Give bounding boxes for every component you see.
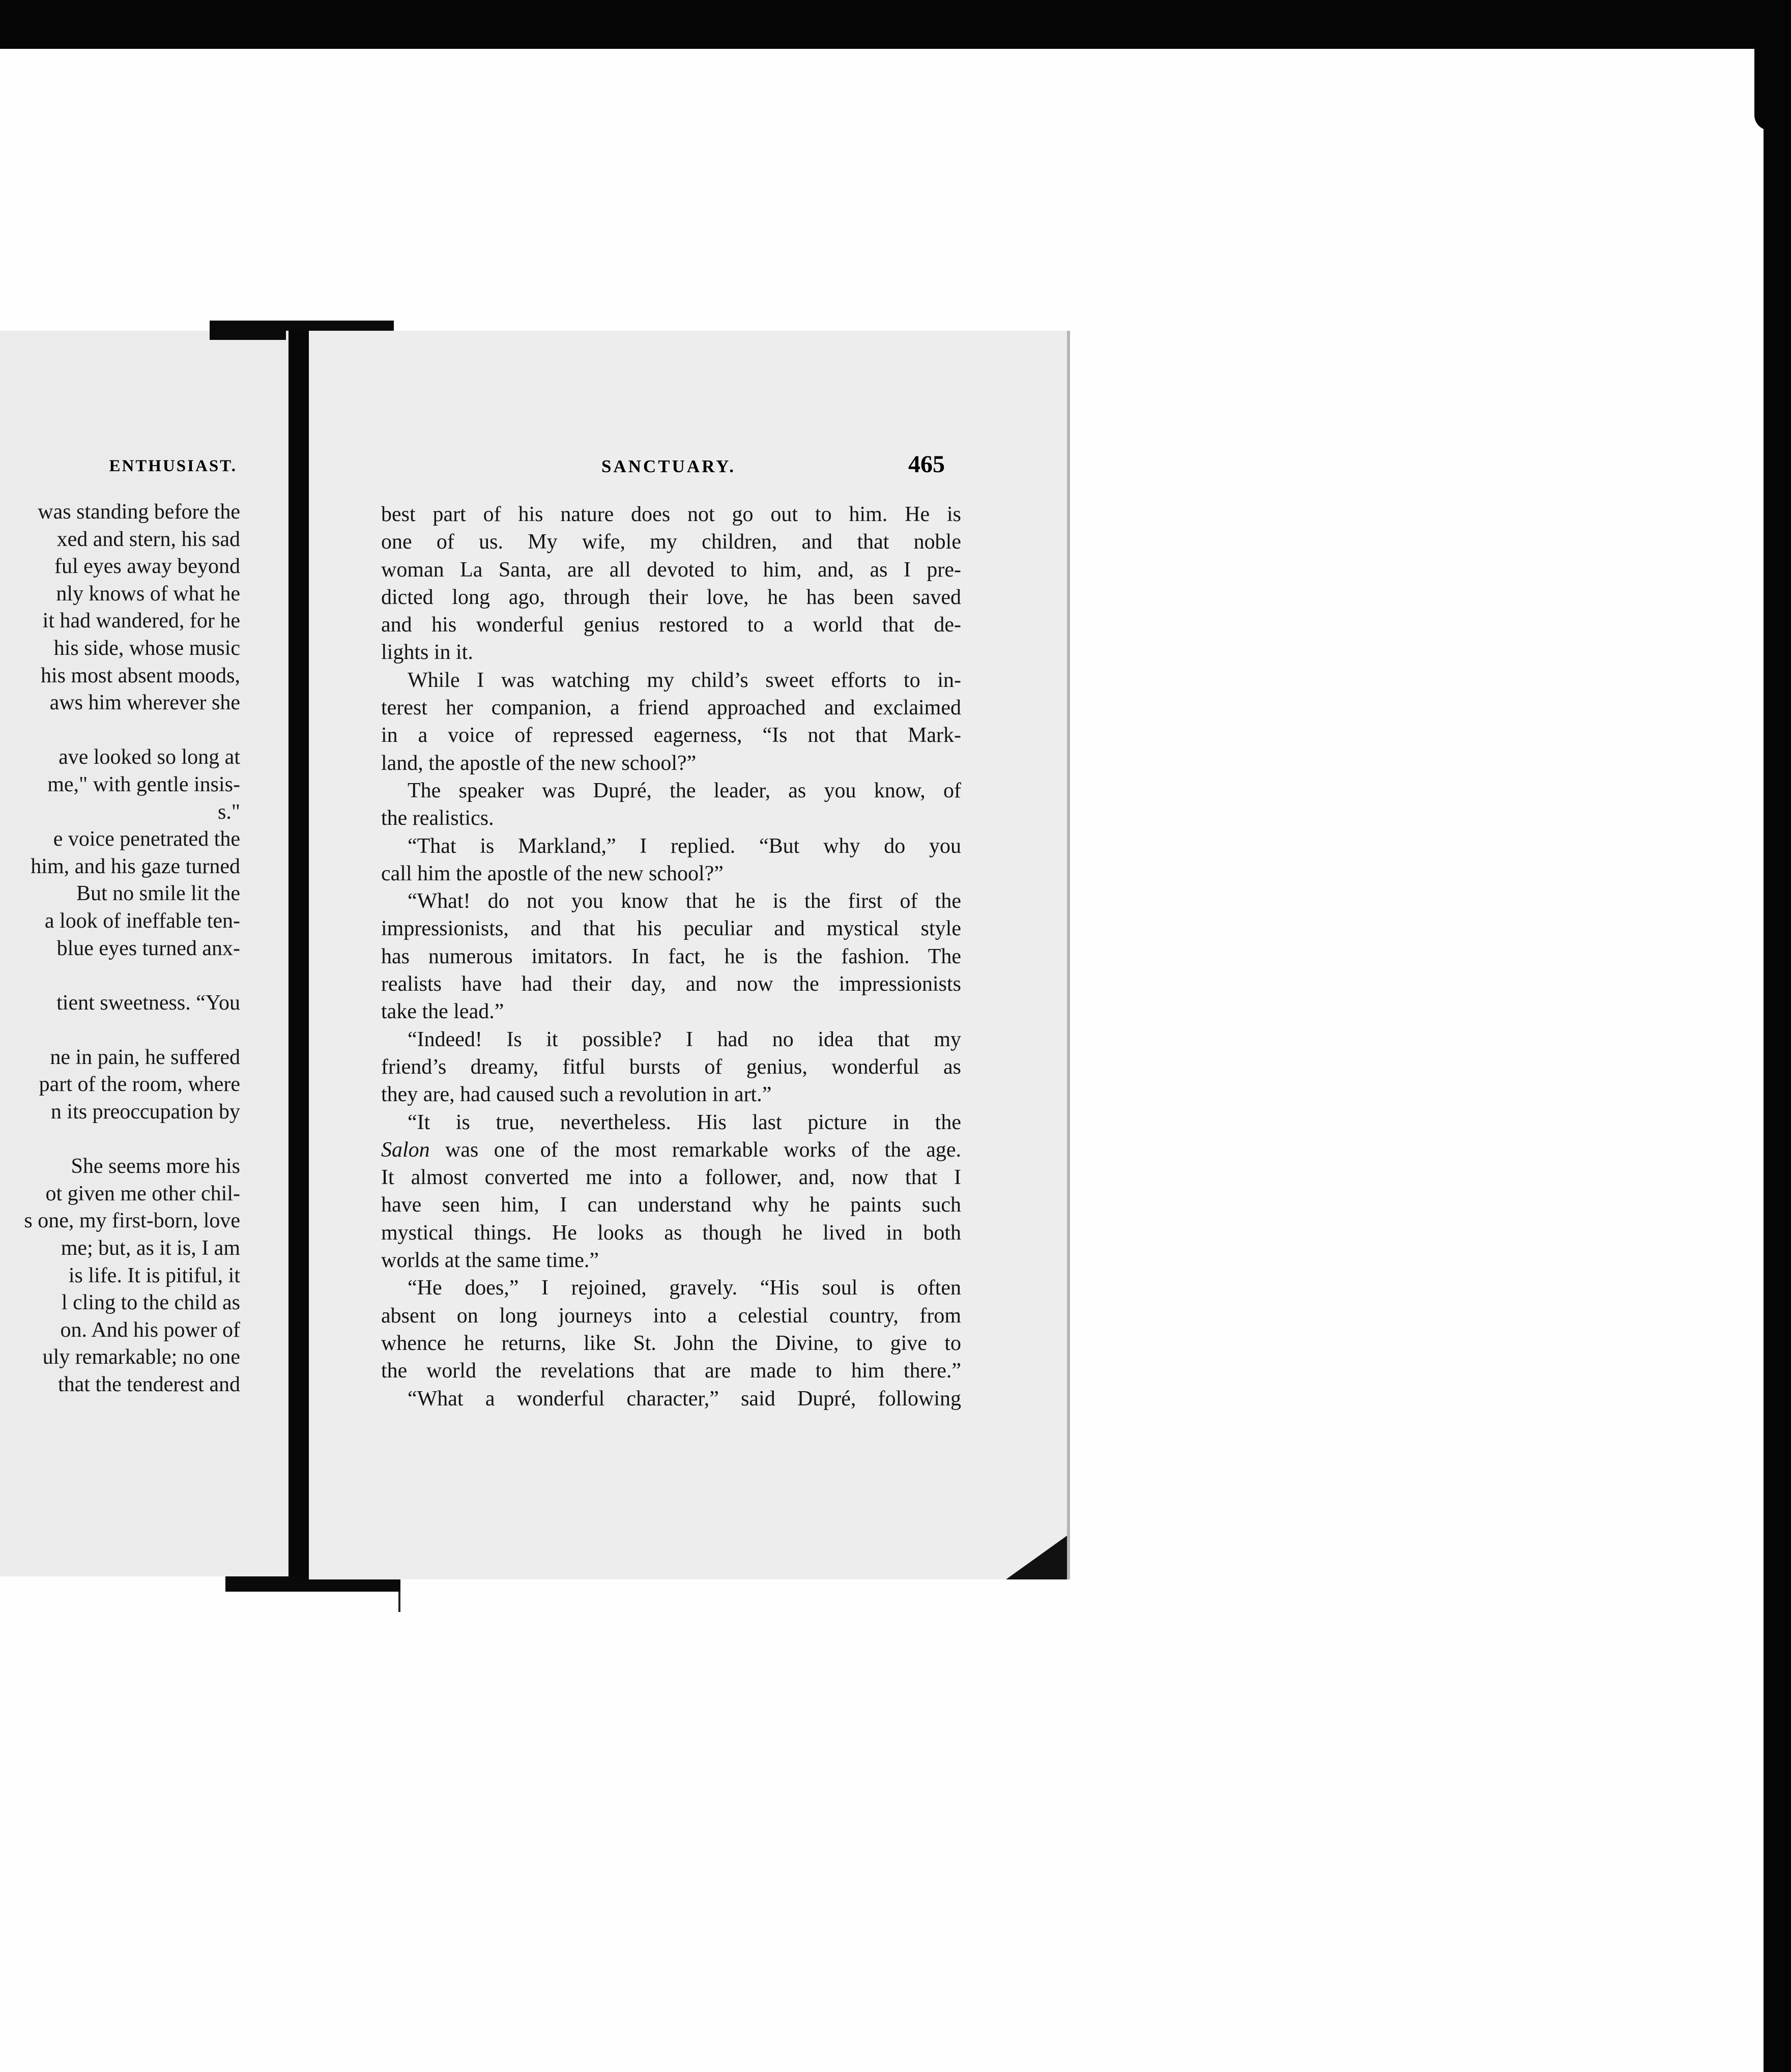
left-page-text bbox=[0, 499, 240, 1399]
text-line: the world the revelations that are made to him there.” bbox=[381, 1359, 961, 1383]
left-page bbox=[0, 331, 290, 1576]
text-line bbox=[0, 1017, 240, 1044]
text-line: impressionists, and that his peculiar and mystical style bbox=[381, 917, 961, 941]
text-line bbox=[0, 962, 240, 990]
text-line: absent on long journeys into a celestial country, from bbox=[381, 1304, 961, 1328]
text-line: tient sweetness. “You bbox=[56, 991, 240, 1015]
text-line: they are, had caused such a revolution in art.” bbox=[381, 1083, 772, 1107]
text-line: lights in it. bbox=[381, 641, 473, 665]
text-line: a look of ineffable ten- bbox=[44, 909, 240, 933]
text-line: “That is Markland,” I replied. “But why do you bbox=[408, 834, 961, 858]
right-page bbox=[309, 331, 1070, 1579]
scan-frame-top bbox=[0, 0, 1791, 49]
text-line: is life. It is pitiful, it bbox=[68, 1263, 240, 1287]
text-line: “What! do not you know that he is the first of the bbox=[408, 889, 961, 913]
left-running-head: ENTHUSIAST. bbox=[109, 457, 237, 475]
text-line bbox=[0, 717, 240, 744]
text-line: ave looked so long at bbox=[59, 745, 240, 769]
text-line: While I was watching my child’s sweet efforts to in- bbox=[408, 668, 961, 692]
text-line: dicted long ago, through their love, he has been saved bbox=[381, 585, 961, 609]
binding-clip-left bbox=[210, 331, 286, 340]
text-line: Salon was one of the most remarkable works of the age. bbox=[381, 1138, 961, 1162]
right-page-text bbox=[381, 501, 961, 1413]
text-line: one of us. My wife, my children, and that noble bbox=[381, 530, 961, 554]
text-line: nly knows of what he bbox=[56, 582, 240, 606]
text-line: “Indeed! Is it possible? I had no idea that my bbox=[408, 1027, 961, 1051]
text-line: realists have had their day, and now the impressionists bbox=[381, 972, 961, 996]
text-line: call him the apostle of the new school?” bbox=[381, 861, 724, 885]
right-running-head: SANCTUARY. bbox=[601, 456, 736, 476]
text-line: friend’s dreamy, fitful bursts of genius, wonderful as bbox=[381, 1055, 961, 1079]
text-line: me; but, as it is, I am bbox=[61, 1236, 240, 1260]
text-line: the realistics. bbox=[381, 807, 494, 830]
text-line: blue eyes turned anx- bbox=[56, 936, 240, 960]
text-line: his most absent moods, bbox=[40, 664, 240, 687]
text-line: me," with gentle insis- bbox=[47, 772, 240, 796]
text-line: uly remarkable; no one bbox=[42, 1345, 240, 1369]
text-line: “It is true, nevertheless. His last picture in the bbox=[408, 1110, 961, 1134]
text-line: ne in pain, he suffered bbox=[50, 1045, 240, 1069]
scan-frame-right bbox=[1764, 0, 1791, 2072]
text-line: xed and stern, his sad bbox=[56, 527, 240, 551]
text-line: n its preoccupation by bbox=[50, 1100, 240, 1124]
text-line: his side, whose music bbox=[53, 636, 240, 660]
text-line: woman La Santa, are all devoted to him, and, as I pre- bbox=[381, 558, 961, 582]
text-line: ful eyes away beyond bbox=[54, 555, 240, 579]
text-line: was standing before the bbox=[38, 500, 240, 524]
text-line: in a voice of repressed eagerness, “Is not that Mark- bbox=[381, 724, 961, 747]
text-line: s one, my first-born, love bbox=[24, 1209, 240, 1233]
text-line: worlds at the same time.” bbox=[381, 1249, 599, 1273]
text-line: l cling to the child as bbox=[61, 1291, 240, 1315]
text-line: it had wandered, for he bbox=[42, 609, 240, 633]
scan-frame-corner bbox=[1754, 49, 1770, 130]
text-line: The speaker was Dupré, the leader, as you know, of bbox=[408, 779, 961, 802]
text-line: part of the room, where bbox=[39, 1073, 240, 1097]
text-line: take the lead.” bbox=[381, 1000, 504, 1024]
text-line: But no smile lit the bbox=[76, 882, 240, 906]
text-line: ot given me other chil- bbox=[45, 1182, 240, 1205]
binding-clip-tail bbox=[398, 1592, 400, 1612]
text-line: whence he returns, like St. John the Divine, to give to bbox=[381, 1331, 961, 1355]
text-line: and his wonderful genius restored to a world that de- bbox=[381, 613, 961, 637]
text-line: She seems more his bbox=[71, 1155, 240, 1178]
text-line: mystical things. He looks as though he lived in both bbox=[381, 1221, 961, 1245]
text-line: terest her companion, a friend approached and exclaimed bbox=[381, 696, 961, 720]
text-line: s." bbox=[218, 800, 240, 824]
binding-clip-top bbox=[210, 321, 394, 331]
text-line: best part of his nature does not go out to him. He is bbox=[381, 503, 961, 526]
text-line: “What a wonderful character,” said Dupré, following bbox=[408, 1387, 961, 1411]
text-line: that the tenderest and bbox=[57, 1373, 240, 1396]
text-line: on. And his power of bbox=[60, 1318, 240, 1342]
text-line bbox=[0, 1126, 240, 1154]
text-line: “He does,” I rejoined, gravely. “His soul is often bbox=[408, 1276, 961, 1300]
text-line: It almost converted me into a follower, and, now that I bbox=[381, 1166, 961, 1190]
page-corner-shadow bbox=[1006, 1536, 1067, 1579]
text-line: aws him wherever she bbox=[49, 691, 240, 715]
text-line: has numerous imitators. In fact, he is the fashion. The bbox=[381, 944, 961, 968]
book-gutter bbox=[288, 331, 309, 1586]
right-page-header bbox=[309, 450, 1067, 481]
text-line: have seen him, I can understand why he paints such bbox=[381, 1193, 961, 1217]
text-line: him, and his gaze turned bbox=[31, 854, 240, 878]
text-line: land, the apostle of the new school?” bbox=[381, 751, 697, 775]
page-number: 465 bbox=[908, 451, 945, 478]
text-line: e voice penetrated the bbox=[53, 827, 240, 851]
